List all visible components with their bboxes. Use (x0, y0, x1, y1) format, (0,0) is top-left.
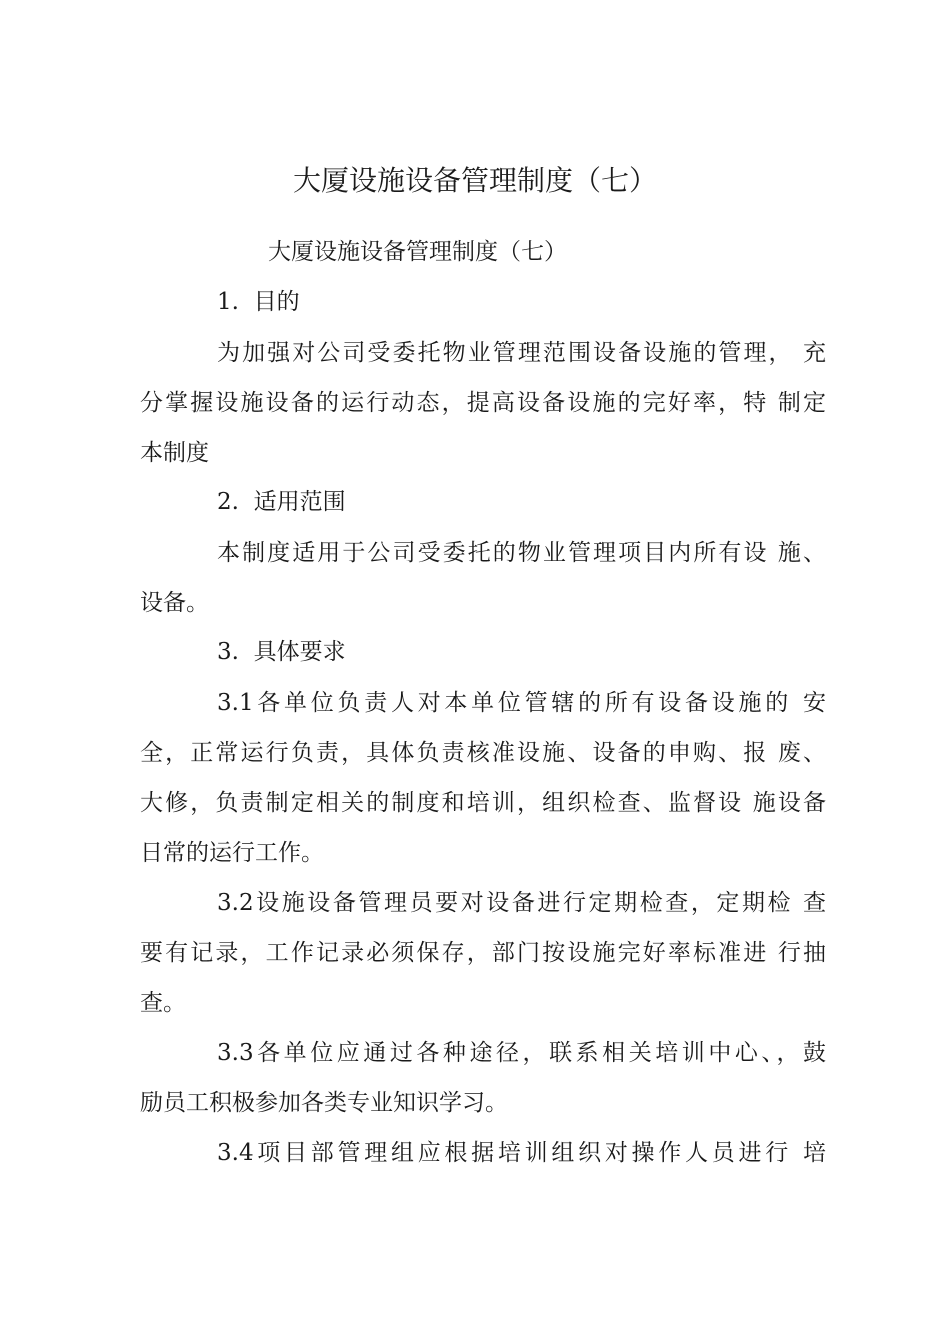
section-heading-purpose: 1. 目的 (217, 289, 300, 315)
paragraph-line: 分掌握设施设备的运行动态，提高设备设施的完好率，特 制定 (140, 390, 826, 416)
paragraph-line: 3.2设施设备管理员要对设备进行定期检查，定期检 查 (217, 890, 826, 916)
document-subtitle: 大厦设施设备管理制度（七） (268, 239, 567, 265)
paragraph-line: 3.1各单位负责人对本单位管辖的所有设备设施的 安 (217, 690, 826, 716)
paragraph-line: 3.3各单位应通过各种途径，联系相关培训中心、，鼓 (217, 1040, 826, 1066)
paragraph-line: 要有记录，工作记录必须保存，部门按设施完好率标准进 行抽 (140, 940, 826, 966)
paragraph-line: 全，正常运行负责，具体负责核准设施、设备的申购、报 废、 (140, 740, 826, 766)
paragraph-line: 查。 (140, 990, 186, 1016)
section-heading-requirements: 3. 具体要求 (217, 639, 346, 665)
paragraph-line: 日常的运行工作。 (140, 840, 324, 866)
paragraph-line: 大修，负责制定相关的制度和培训，组织检查、监督设 施设备 (140, 790, 826, 816)
paragraph-line: 励员工积极参加各类专业知识学习。 (140, 1090, 508, 1116)
paragraph-line: 为加强对公司受委托物业管理范围设备设施的管理， 充 (217, 340, 826, 366)
section-heading-scope: 2. 适用范围 (217, 489, 346, 515)
paragraph-line: 本制度适用于公司受委托的物业管理项目内所有设 施、 (217, 540, 826, 566)
paragraph-line: 设备。 (140, 590, 209, 616)
paragraph-line: 3.4项目部管理组应根据培训组织对操作人员进行 培 (217, 1140, 826, 1166)
document-title: 大厦设施设备管理制度（七） (292, 164, 657, 197)
paragraph-line: 本制度 (140, 440, 209, 466)
